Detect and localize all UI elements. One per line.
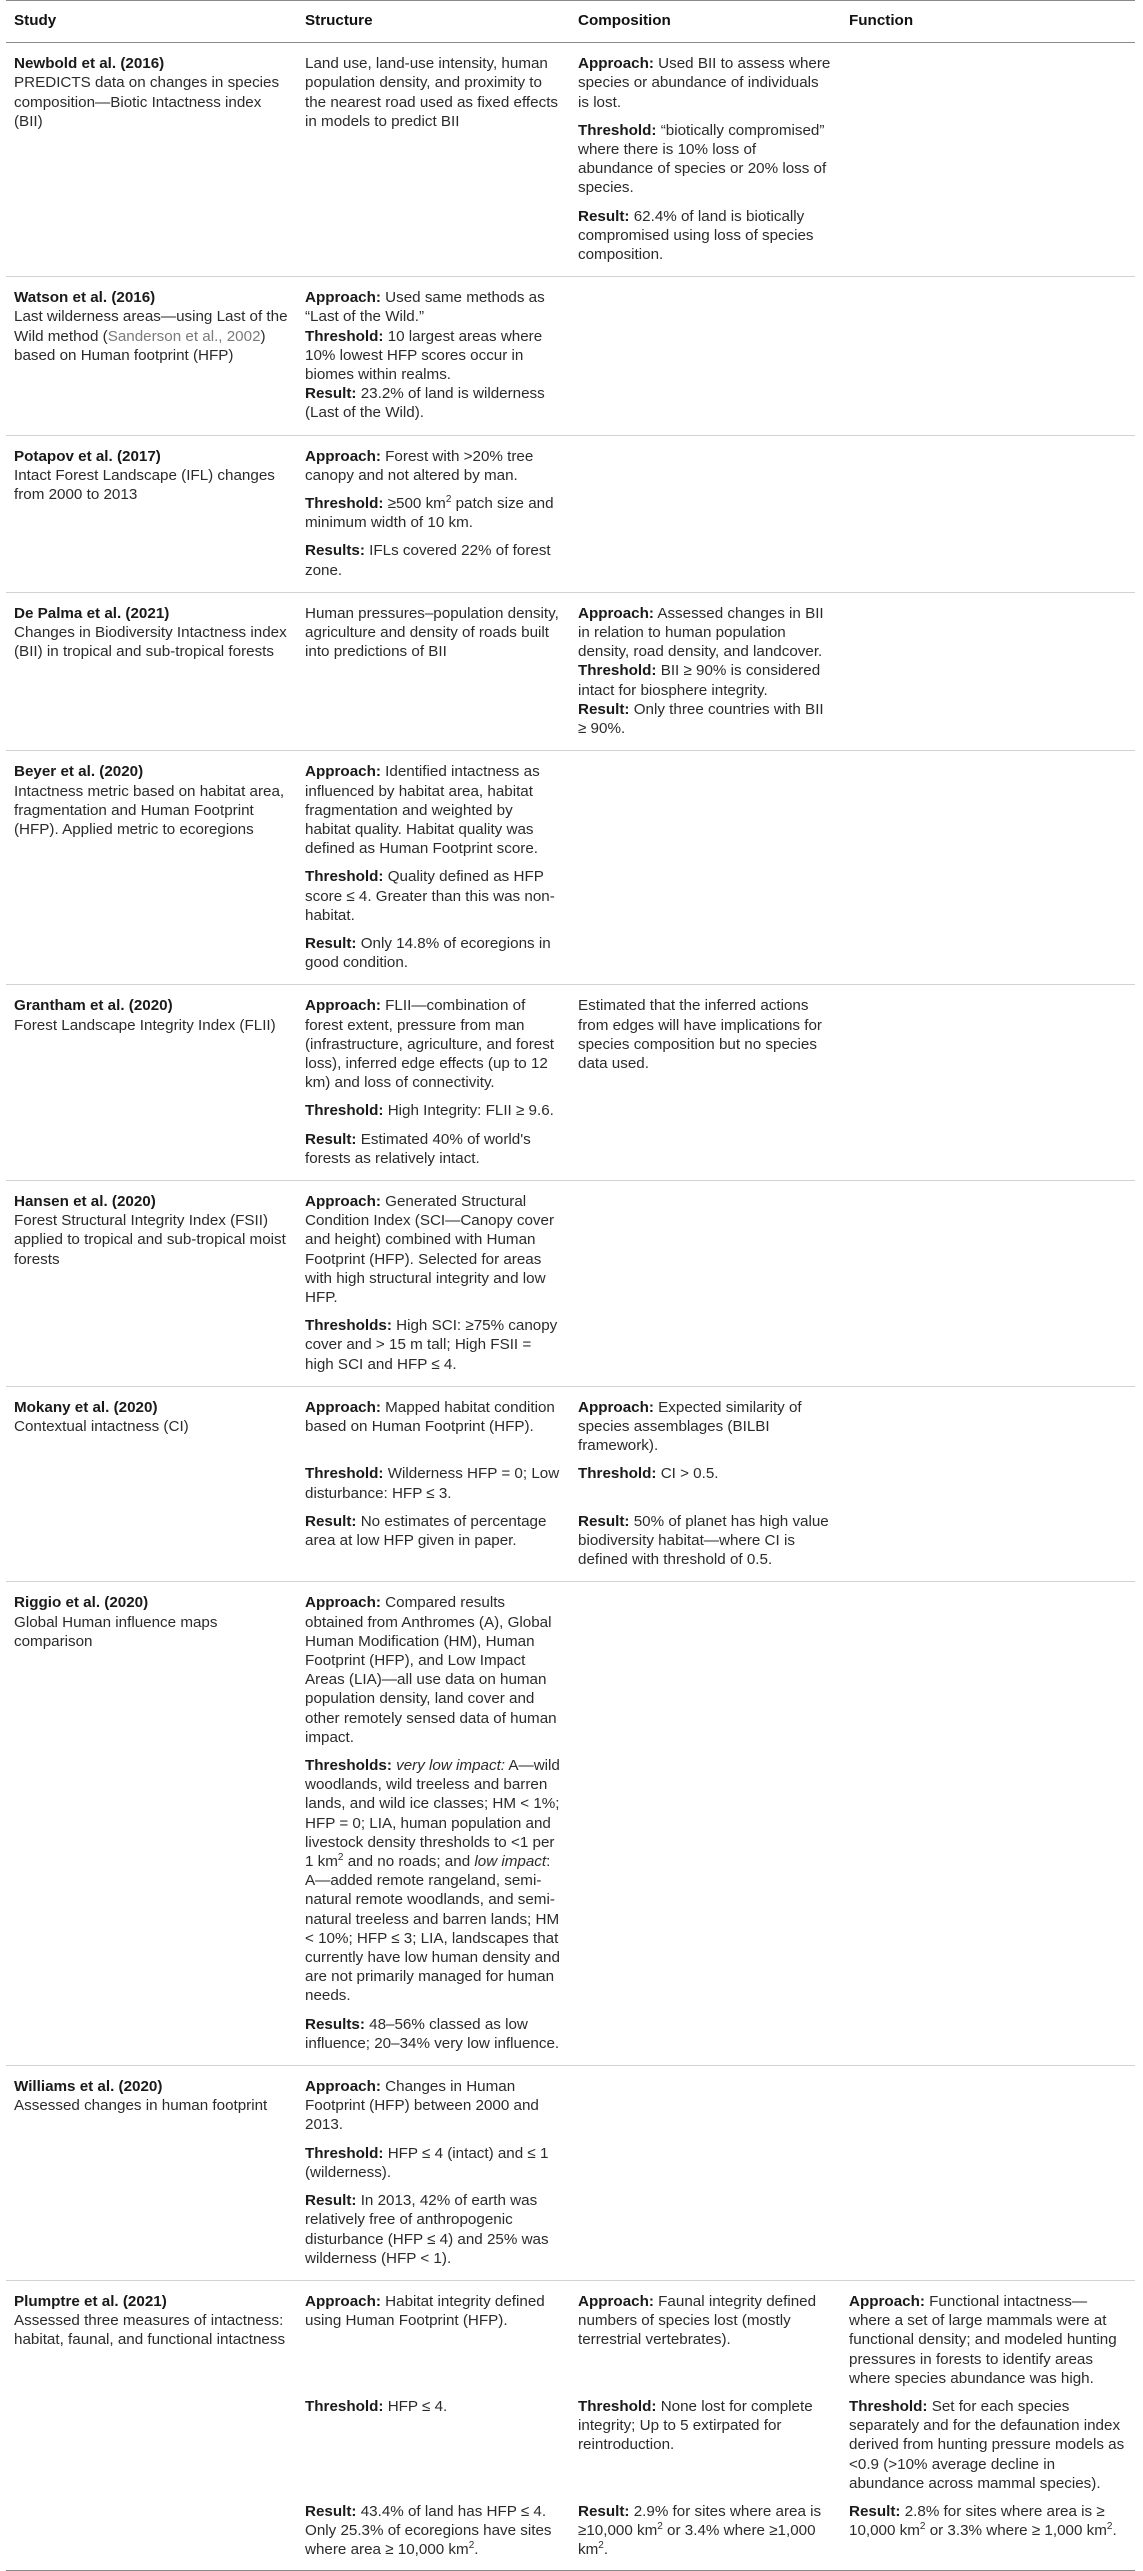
study-author: Potapov et al. (2017) xyxy=(14,447,161,465)
label: Approach: xyxy=(578,2292,654,2310)
text: 62.4% of land is biotically compromised using loss of species composition. xyxy=(578,207,814,264)
label: Threshold: xyxy=(578,2397,657,2415)
text: 10 largest areas where 10% lowest HFP scores occur in biomes within realms. xyxy=(305,327,543,384)
function-cell xyxy=(841,985,1135,1181)
text: Estimated 40% of world's forests as relatively intact. xyxy=(305,1130,531,1167)
study-author: Watson et al. (2016) xyxy=(14,289,156,307)
function-cell xyxy=(841,1582,1135,2066)
header-structure: Structure xyxy=(297,1,570,43)
study-desc: Intact Forest Landscape (IFL) changes from 2000 to 2013 xyxy=(14,466,275,504)
superscript: 2 xyxy=(445,494,452,505)
text: Identified intactness as influenced by habitat area, habitat fragmentation and weighted by habitat quality. Habitat quality was defined as Human Footprint score. xyxy=(305,763,540,858)
label: Threshold: xyxy=(849,2397,928,2415)
text: Forest with >20% tree canopy and not altered by man. xyxy=(305,447,534,484)
structure-cell xyxy=(297,1503,570,1582)
study-desc: Assessed three measures of intactness: habitat, faunal, and functional intactness xyxy=(14,2312,286,2349)
text: patch size and minimum width of 10 km. xyxy=(305,495,554,532)
text: 23.2% of land is wilderness (Last of the Wild). xyxy=(305,385,545,422)
text: Set for each species separately and for the defaunation index derived from hunting pressure models as <0.9 (>10% average decline in abundance across mammal species). xyxy=(849,2397,1125,2492)
label: Result: xyxy=(305,1512,357,1530)
label: Results: xyxy=(305,2015,365,2033)
structure-text: Human pressures–population density, agriculture and density of roads built into predictions of BII xyxy=(305,604,559,661)
label: Result: xyxy=(305,934,357,952)
label: Approach: xyxy=(305,447,381,465)
text: Mapped habitat condition based on Human Footprint (HFP). xyxy=(305,1398,555,1435)
label: Threshold: xyxy=(305,327,384,345)
structure-cell: Result: 43.4% of land has HFP ≤ 4. Only 25.3% of ecoregions have sites where area ≥ 10,000 $km^2$. xyxy=(297,2493,570,2570)
label: Results: xyxy=(305,542,365,560)
function-cell xyxy=(841,1386,1135,1582)
function-cell xyxy=(841,2066,1135,2281)
label: Approach: xyxy=(578,604,654,622)
text: or 3.4% where ≥1,000 km xyxy=(578,2522,816,2559)
function-cell xyxy=(841,435,1135,592)
composition-cell xyxy=(570,43,841,277)
structure-cell xyxy=(297,1386,570,1455)
structure-cell xyxy=(297,1180,570,1386)
composition-cell xyxy=(570,2066,841,2281)
label: Threshold: xyxy=(578,121,657,139)
composition-cell xyxy=(570,1386,841,1455)
study-cell xyxy=(6,1386,297,1582)
superscript: 2 xyxy=(337,1851,344,1863)
study-author: De Palma et al. (2021) xyxy=(14,604,170,622)
structure-cell xyxy=(297,435,570,592)
function-cell xyxy=(841,1180,1135,1386)
label: Result: xyxy=(305,1130,357,1148)
superscript: 2 xyxy=(1106,2521,1113,2533)
text: Used BII to assess where species or abundance of individuals is lost. xyxy=(578,55,831,111)
study-author: Mokany et al. (2020) xyxy=(14,1398,158,1416)
text: No estimates of percentage area at low HFP given in paper. xyxy=(305,1512,547,1549)
study-desc: Assessed changes in human footprint xyxy=(14,2097,268,2115)
text: None lost for complete integrity; Up to 5 extirpated for reintroduction. xyxy=(578,2397,813,2454)
study-cell xyxy=(6,43,297,277)
label: Thresholds: xyxy=(305,1757,392,1775)
label: Approach: xyxy=(305,289,381,307)
study-author: Beyer et al. (2020) xyxy=(14,763,144,781)
label: Threshold: xyxy=(305,2144,384,2162)
function-cell xyxy=(841,751,1135,985)
header-row xyxy=(6,1,1135,43)
header-function: Function xyxy=(841,1,1135,43)
composition-cell xyxy=(570,1503,841,1582)
text: ≥500 km xyxy=(383,495,446,513)
header-study: Study xyxy=(6,1,297,43)
label: Approach: xyxy=(305,2292,381,2310)
label: Threshold: xyxy=(305,868,384,886)
structure-cell xyxy=(297,277,570,435)
text: Assessed changes in BII in relation to human population density, road density, and landcover. xyxy=(578,604,824,661)
study-author: Riggio et al. (2020) xyxy=(14,1594,149,1612)
study-cell xyxy=(6,2066,297,2281)
study-desc: PREDICTS data on changes in species composition—Biotic Intactness index (BII) xyxy=(14,74,280,130)
label: Result: xyxy=(305,385,357,403)
composition-text: Estimated that the inferred actions from edges will have implications for species composition but no species data used. xyxy=(578,997,822,1072)
label: Approach: xyxy=(849,2292,925,2310)
composition-cell xyxy=(570,751,841,985)
label: Approach: xyxy=(305,997,381,1015)
text: CI > 0.5. xyxy=(656,1465,719,1483)
table-row xyxy=(6,1582,1135,2066)
intactness-table xyxy=(6,0,1135,2571)
text: 2.8% for sites where area is ≥ 10,000 km xyxy=(849,2502,1105,2540)
citation-link[interactable]: Sanderson et al., 2002 xyxy=(107,327,261,345)
text: Quality defined as HFP score ≤ 4. Greater than this was non-habitat. xyxy=(305,868,555,924)
label: Threshold: xyxy=(305,495,384,513)
label: Thresholds: xyxy=(305,1317,392,1335)
text: : A—added remote rangeland, semi-natural remote woodlands, and semi-natural treeless and barren lands; HM < 10%; HFP ≤ 3; LIA, landscapes that currently have low human density and are not primarily managed for human needs. xyxy=(305,1853,560,2005)
text: Functional intactness—where a set of large mammals were at functional density; and modeled hunting pressures in forests to identify areas where species abundance was high. xyxy=(849,2292,1117,2387)
table-row xyxy=(6,1180,1135,1386)
text: Faunal integrity defined numbers of species lost (mostly terrestrial vertebrates). xyxy=(578,2292,817,2349)
composition-cell: Result: 2.9% for sites where area is ≥10,000 $km^2$ or 3.4% where ≥1,000 $km^2$. xyxy=(570,2493,841,2570)
study-cell xyxy=(6,751,297,985)
label: Approach: xyxy=(305,1594,381,1612)
table-row xyxy=(6,985,1135,1181)
text: High Integrity: FLII ≥ 9.6. xyxy=(383,1102,554,1120)
function-cell: Result: 2.8% for sites where area is ≥ 10,000 $km^2$ or 3.3% where ≥ 1,000 $km^2$. xyxy=(841,2493,1135,2570)
text: 48–56% classed as low influence; 20–34% very low influence. xyxy=(305,2015,560,2052)
superscript: 2 xyxy=(598,2540,604,2552)
study-author: Plumptre et al. (2021) xyxy=(14,2292,167,2310)
table-row xyxy=(6,43,1135,277)
label: Result: xyxy=(578,1512,630,1530)
function-cell xyxy=(841,2280,1135,2388)
structure-cell xyxy=(297,1582,570,2066)
header-composition: Composition xyxy=(570,1,841,43)
study-desc: Contextual intactness (CI) xyxy=(14,1417,189,1435)
superscript: 2 xyxy=(919,2521,926,2533)
label: Approach: xyxy=(305,1192,381,1210)
table-row xyxy=(6,2280,1135,2388)
text: Expected similarity of species assemblages (BILBI framework). xyxy=(578,1398,802,1455)
label: Result: xyxy=(578,700,630,718)
function-cell xyxy=(841,2388,1135,2493)
study-cell xyxy=(6,435,297,592)
study-desc: Changes in Biodiversity Intactness index (BII) in tropical and sub-tropical forests xyxy=(14,624,287,661)
superscript: 2 xyxy=(468,2540,475,2552)
text: Compared results obtained from Anthromes (A), Global Human Modification (HM), Human Footprint (HFP), and Low Impact Areas (LIA)—all use data on human population density, land cover and other remotely sensed data of human impact. xyxy=(305,1594,557,1746)
composition-cell xyxy=(570,2280,841,2388)
structure-text: Land use, land-use intensity, human population density, and proximity to the nearest road used as fixed effects in models to predict BII xyxy=(305,55,559,130)
composition-cell xyxy=(570,277,841,435)
structure-cell xyxy=(297,985,570,1181)
text-italic: low impact xyxy=(474,1853,547,1871)
table-row xyxy=(6,435,1135,592)
text: 2.9% for sites where area is ≥10,000 km xyxy=(578,2502,822,2540)
study-author: Williams et al. (2020) xyxy=(14,2078,163,2096)
study-author: Grantham et al. (2020) xyxy=(14,997,173,1015)
text: BII ≥ 90% is considered intact for biosphere integrity. xyxy=(578,662,821,699)
text: Only three countries with BII ≥ 90%. xyxy=(578,700,824,738)
composition-cell xyxy=(570,985,841,1181)
label: Approach: xyxy=(578,1398,654,1416)
text: High SCI: ≥75% canopy cover and > 15 m tall; High FSII = high SCI and HFP ≤ 4. xyxy=(305,1317,558,1373)
text: HFP ≤ 4 (intact) and ≤ 1 (wilderness). xyxy=(305,2144,549,2181)
text: HFP ≤ 4. xyxy=(383,2397,448,2415)
table-row xyxy=(6,751,1135,985)
text: Generated Structural Condition Index (SCI—Canopy cover and height) combined with Human Footprint (HFP). Selected for areas with high structural integrity and low HFP. xyxy=(305,1192,555,1306)
text: and no roads; and xyxy=(343,1853,475,1871)
structure-cell xyxy=(297,592,570,750)
label: Result: xyxy=(578,2502,630,2520)
structure-cell xyxy=(297,2280,570,2388)
study-author: Newbold et al. (2016) xyxy=(14,55,165,73)
composition-cell xyxy=(570,1455,841,1502)
function-cell xyxy=(841,43,1135,277)
study-cell xyxy=(6,1180,297,1386)
composition-cell xyxy=(570,1180,841,1386)
superscript: 2 xyxy=(657,2521,663,2533)
text: Used same methods as “Last of the Wild.” xyxy=(305,289,545,326)
text: or 3.3% where ≥ 1,000 km xyxy=(925,2522,1107,2540)
text-italic: very low impact: xyxy=(391,1757,506,1775)
text: Wilderness HFP = 0; Low disturbance: HFP ≤ 3. xyxy=(305,1465,560,1502)
structure-cell xyxy=(297,43,570,277)
text: In 2013, 42% of earth was relatively free of anthropogenic disturbance (HFP ≤ 4) and 25% was wilderness (HFP < 1). xyxy=(305,2192,549,2267)
composition-cell xyxy=(570,435,841,592)
study-desc: ) based on Human footprint (HFP) xyxy=(14,327,266,364)
table-row xyxy=(6,1386,1135,1455)
study-cell xyxy=(6,985,297,1181)
text: Changes in Human Footprint (HFP) between 2000 and 2013. xyxy=(305,2078,539,2134)
text: IFLs covered 22% of forest zone. xyxy=(305,542,551,579)
structure-cell xyxy=(297,751,570,985)
label: Threshold: xyxy=(578,662,657,680)
study-desc: Forest Structural Integrity Index (FSII) applied to tropical and sub-tropical moist forests xyxy=(14,1212,286,1268)
label: Result: xyxy=(305,2192,357,2210)
table-row xyxy=(6,592,1135,750)
label: Approach: xyxy=(305,2078,381,2096)
label: Result: xyxy=(849,2502,901,2520)
study-desc: Global Human influence maps comparison xyxy=(14,1613,218,1650)
label: Threshold: xyxy=(305,1465,384,1483)
study-desc: Last wilderness areas—using Last of the Wild method ( xyxy=(14,308,288,345)
composition-cell xyxy=(570,2388,841,2493)
study-cell xyxy=(6,1582,297,2066)
label: Approach: xyxy=(305,1398,381,1416)
text: A—wild woodlands, wild treeless and barren lands, and wild ice classes; HM < 1%; HFP = 0; LIA, human population and livestock density thresholds to <1 per 1 km xyxy=(305,1757,560,1871)
text: 50% of planet has high value biodiversity habitat—where CI is defined with threshold of 0.5. xyxy=(578,1512,829,1569)
structure-cell xyxy=(297,2388,570,2493)
study-desc: Forest Landscape Integrity Index (FLII) xyxy=(14,1016,276,1034)
table-row xyxy=(6,2066,1135,2281)
structure-cell xyxy=(297,1455,570,1502)
text: FLII—combination of forest extent, pressure from man (infrastructure, agriculture, and forest loss), inferred edge effects (up to 12 km) and loss of connectivity. xyxy=(305,997,555,1092)
label: Approach: xyxy=(578,55,654,73)
study-cell xyxy=(6,277,297,435)
text: 43.4% of land has HFP ≤ 4. Only 25.3% of ecoregions have sites where area ≥ 10,000 km xyxy=(305,2502,552,2559)
structure-cell xyxy=(297,2066,570,2281)
study-desc: Intactness metric based on habitat area, fragmentation and Human Footprint (HFP). Applied metric to ecoregions xyxy=(14,782,285,838)
text: “biotically compromised” where there is 10% loss of abundance of species or 20% loss of species. xyxy=(578,121,827,197)
table-row xyxy=(6,277,1135,435)
label: Approach: xyxy=(305,763,381,781)
composition-cell xyxy=(570,592,841,750)
label: Result: xyxy=(578,207,630,225)
study-author: Hansen et al. (2020) xyxy=(14,1192,156,1210)
label: Threshold: xyxy=(305,2397,384,2415)
composition-cell xyxy=(570,1582,841,2066)
study-cell xyxy=(6,592,297,750)
label: Threshold: xyxy=(578,1465,657,1483)
study-cell xyxy=(6,2280,297,2570)
function-cell xyxy=(841,277,1135,435)
label: Threshold: xyxy=(305,1102,384,1120)
text: Only 14.8% of ecoregions in good condition. xyxy=(305,934,551,972)
text: Habitat integrity defined using Human Footprint (HFP). xyxy=(305,2292,545,2330)
function-cell xyxy=(841,592,1135,750)
label: Result: xyxy=(305,2502,357,2520)
